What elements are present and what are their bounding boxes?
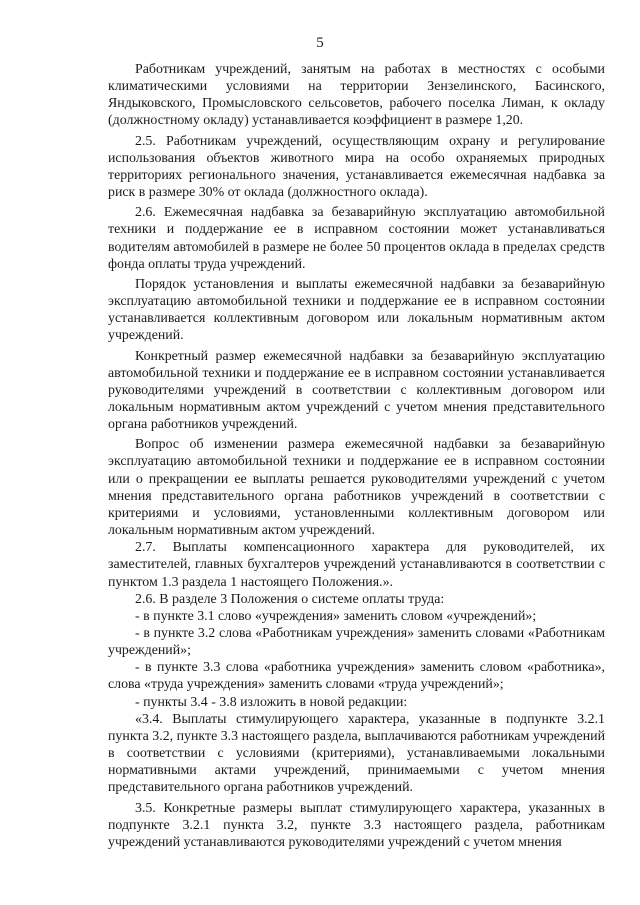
paragraph-3-4: «3.4. Выплаты стимулирующего характера, указанные в подпункте 3.2.1 пункта 3.2, пункте 3.3 настоящего раздела, выплачиваются работникам учреждений в соответствии с условиями (критериями), устанавливаемыми локальными нормативными актами учреждений, принимаемыми с учетом мнения представительного органа работников учреждений.: [108, 711, 605, 796]
paragraph-change-question: Вопрос об изменении размера ежемесячной надбавки за безаварийную эксплуатацию автомобильной техники и поддержание ее в исправном состоянии или о прекращении ее выплаты решается руководителями учреждений с учетом мнения представительного органа работников учреждений в соответствии с критериями и условиями, установленными коллективным договором или локальным нормативным актом учреждений.: [108, 437, 605, 539]
paragraph-procedure: Порядок установления и выплаты ежемесячной надбавки за безаварийную эксплуатацию автомобильной техники и поддержание ее в исправном состоянии устанавливается коллективным договором или локальным нормативным актом учреждений.: [108, 276, 605, 344]
paragraph-3-5: 3.5. Конкретные размеры выплат стимулирующего характера, указанных в подпункте 3.2.1 пункта 3.2, пункте 3.3 настоящего раздела, работникам учреждений устанавливаются руководителями учреждений с учетом мнения: [108, 800, 605, 850]
paragraph-2-5: 2.5. Работникам учреждений, осуществляющим охрану и регулирование использования объектов животного мира на особо охраняемых природных территориях регионального значения, устанавливается ежемесячная надбавка за риск в размере 30% от оклада (должностного оклада).: [108, 133, 605, 201]
list-item-3-2: - в пункте 3.2 слова «Работникам учреждения» заменить словами «Работникам учреждений»;: [108, 626, 605, 659]
page-number: 5: [316, 35, 324, 51]
document-body: [108, 61, 605, 851]
list-item-3-1: - в пункте 3.1 слово «учреждения» заменить словом «учреждений»;: [135, 608, 537, 624]
paragraph-specific-amount: Конкретный размер ежемесячной надбавки за безаварийную эксплуатацию автомобильной техники и поддержание ее в исправном состоянии устанавливается руководителями учреждений в соответствии с коллективным договором или локальным нормативным актом учреждений с учетом мнения представительного органа работников учреждений.: [108, 348, 605, 433]
paragraph-2-7: 2.7. Выплаты компенсационного характера для руководителей, их заместителей, главных бухгалтеров учреждений устанавливаются в соответствии с пунктом 1.3 раздела 1 настоящего Положения.».: [108, 540, 605, 590]
paragraph-special-conditions: Работникам учреждений, занятым на работах в местностях с особыми климатическими условиями на территории Зензелинского, Басинского, Яндыковского, Промысловского сельсоветов, рабочего поселка Лиман, к окладу (должностному окладу) устанавливается коэффициент в размере 1,20.: [108, 62, 605, 129]
list-item-3-4-3-8: - пункты 3.4 - 3.8 изложить в новой редакции:: [135, 694, 408, 710]
paragraph-section-3: 2.6. В разделе 3 Положения о системе оплаты труда:: [135, 591, 445, 607]
list-item-3-3: - в пункте 3.3 слова «работника учреждения» заменить словом «работника», слова «труда учреждения» заменить словами «труда учреждений»;: [108, 660, 605, 693]
paragraph-2-6: 2.6. Ежемесячная надбавка за безаварийную эксплуатацию автомобильной техники и поддержание ее в исправном состоянии может устанавливаться водителям автомобилей в размере не более 50 процентов оклада в пределах средств фонда оплаты труда учреждений.: [108, 205, 605, 272]
